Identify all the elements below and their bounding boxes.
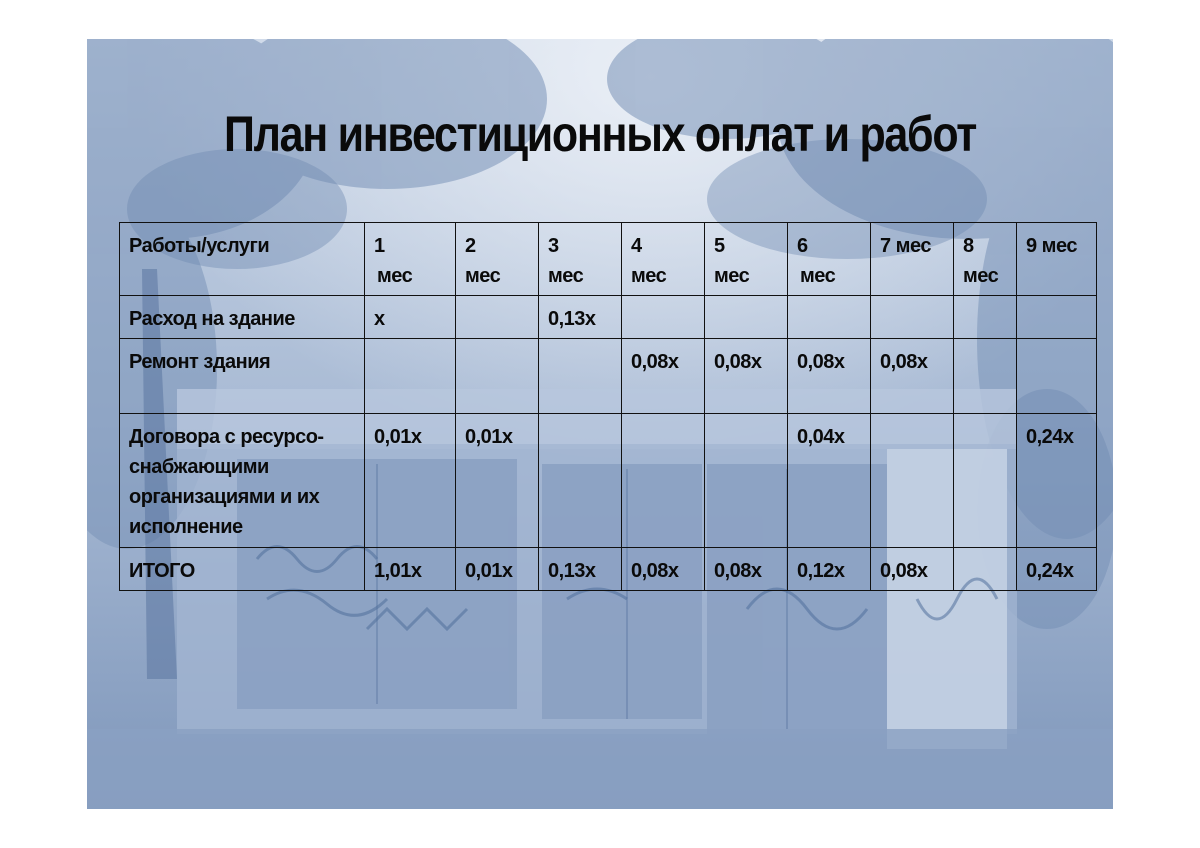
table-cell: [1017, 296, 1097, 339]
table-cell: 0,08x: [705, 339, 788, 414]
slide: [87, 39, 1113, 809]
header-text: 6: [797, 235, 808, 257]
header-month-4: [622, 223, 705, 296]
slide-title: План инвестиционных оплат и работ: [223, 106, 977, 162]
row-label-text: Расход на здание: [129, 308, 295, 330]
row-label: [120, 548, 365, 591]
table-cell: [456, 296, 539, 339]
table-cell: [954, 548, 1017, 591]
table-row: [120, 414, 1097, 548]
header-works: [120, 223, 365, 296]
header-month-9: [1017, 223, 1097, 296]
table-row: [120, 339, 1097, 414]
row-label-text: Ремонт здания: [129, 351, 271, 373]
header-text: 3: [548, 235, 559, 257]
table-cell: [954, 339, 1017, 414]
table-cell: [954, 414, 1017, 548]
header-text: 7 мес: [880, 235, 931, 257]
header-month-7: [871, 223, 954, 296]
header-month-8: [954, 223, 1017, 296]
header-month-3: [539, 223, 622, 296]
row-label-text: ИТОГО: [129, 560, 195, 582]
table-cell: 0,08x: [622, 339, 705, 414]
table-cell: [1017, 339, 1097, 414]
header-text: 1: [374, 235, 385, 257]
header-text: мес: [963, 265, 999, 287]
header-text: Работы/услуги: [129, 235, 270, 257]
row-label: [120, 414, 365, 548]
row-label-text: Договора с ресурсо-: [129, 426, 324, 448]
table-cell: 0,08x: [705, 548, 788, 591]
table-cell: [456, 339, 539, 414]
table-cell: 0,01x: [365, 414, 456, 548]
table-cell: [705, 296, 788, 339]
table-cell: [622, 296, 705, 339]
table-cell: [871, 296, 954, 339]
row-label-text: снабжающими: [129, 456, 269, 478]
table-cell: 0,24x: [1017, 548, 1097, 591]
table-cell: [871, 414, 954, 548]
header-text: мес: [465, 265, 501, 287]
table-cell: 0,01x: [456, 414, 539, 548]
table-cell: [788, 296, 871, 339]
table-cell: 0,04x: [788, 414, 871, 548]
header-text: 9 мес: [1026, 235, 1077, 257]
table-row-total: [120, 548, 1097, 591]
table-cell: 0,08x: [788, 339, 871, 414]
table-cell: 0,01x: [456, 548, 539, 591]
table-cell: 0,12x: [788, 548, 871, 591]
header-text: мес: [714, 265, 750, 287]
table-cell: x: [365, 296, 456, 339]
table-cell: [705, 414, 788, 548]
header-text: мес: [548, 265, 584, 287]
table-cell: [539, 414, 622, 548]
row-label: [120, 296, 365, 339]
table-cell: 0,24x: [1017, 414, 1097, 548]
table-cell: 0,08x: [871, 339, 954, 414]
table-cell: [365, 339, 456, 414]
header-month-2: [456, 223, 539, 296]
table-cell: 0,08x: [622, 548, 705, 591]
table-cell: 0,13x: [539, 296, 622, 339]
table-cell: 0,08x: [871, 548, 954, 591]
table-cell: [954, 296, 1017, 339]
header-text: 5: [714, 235, 725, 257]
table-cell: [539, 339, 622, 414]
header-text: мес: [800, 265, 836, 287]
table-cell: 0,13x: [539, 548, 622, 591]
header-text: мес: [631, 265, 667, 287]
table-header-row: [120, 223, 1097, 296]
investment-plan-table: [119, 222, 1097, 591]
table-cell: [622, 414, 705, 548]
header-month-5: [705, 223, 788, 296]
header-text: 4: [631, 235, 642, 257]
header-month-1: [365, 223, 456, 296]
header-text: 2: [465, 235, 476, 257]
row-label-text: организациями и их: [129, 486, 320, 508]
header-text: мес: [377, 265, 413, 287]
row-label-text: исполнение: [129, 516, 243, 538]
header-text: 8: [963, 235, 974, 257]
table-cell: 1,01x: [365, 548, 456, 591]
header-month-6: [788, 223, 871, 296]
table-row: [120, 296, 1097, 339]
row-label: [120, 339, 365, 414]
